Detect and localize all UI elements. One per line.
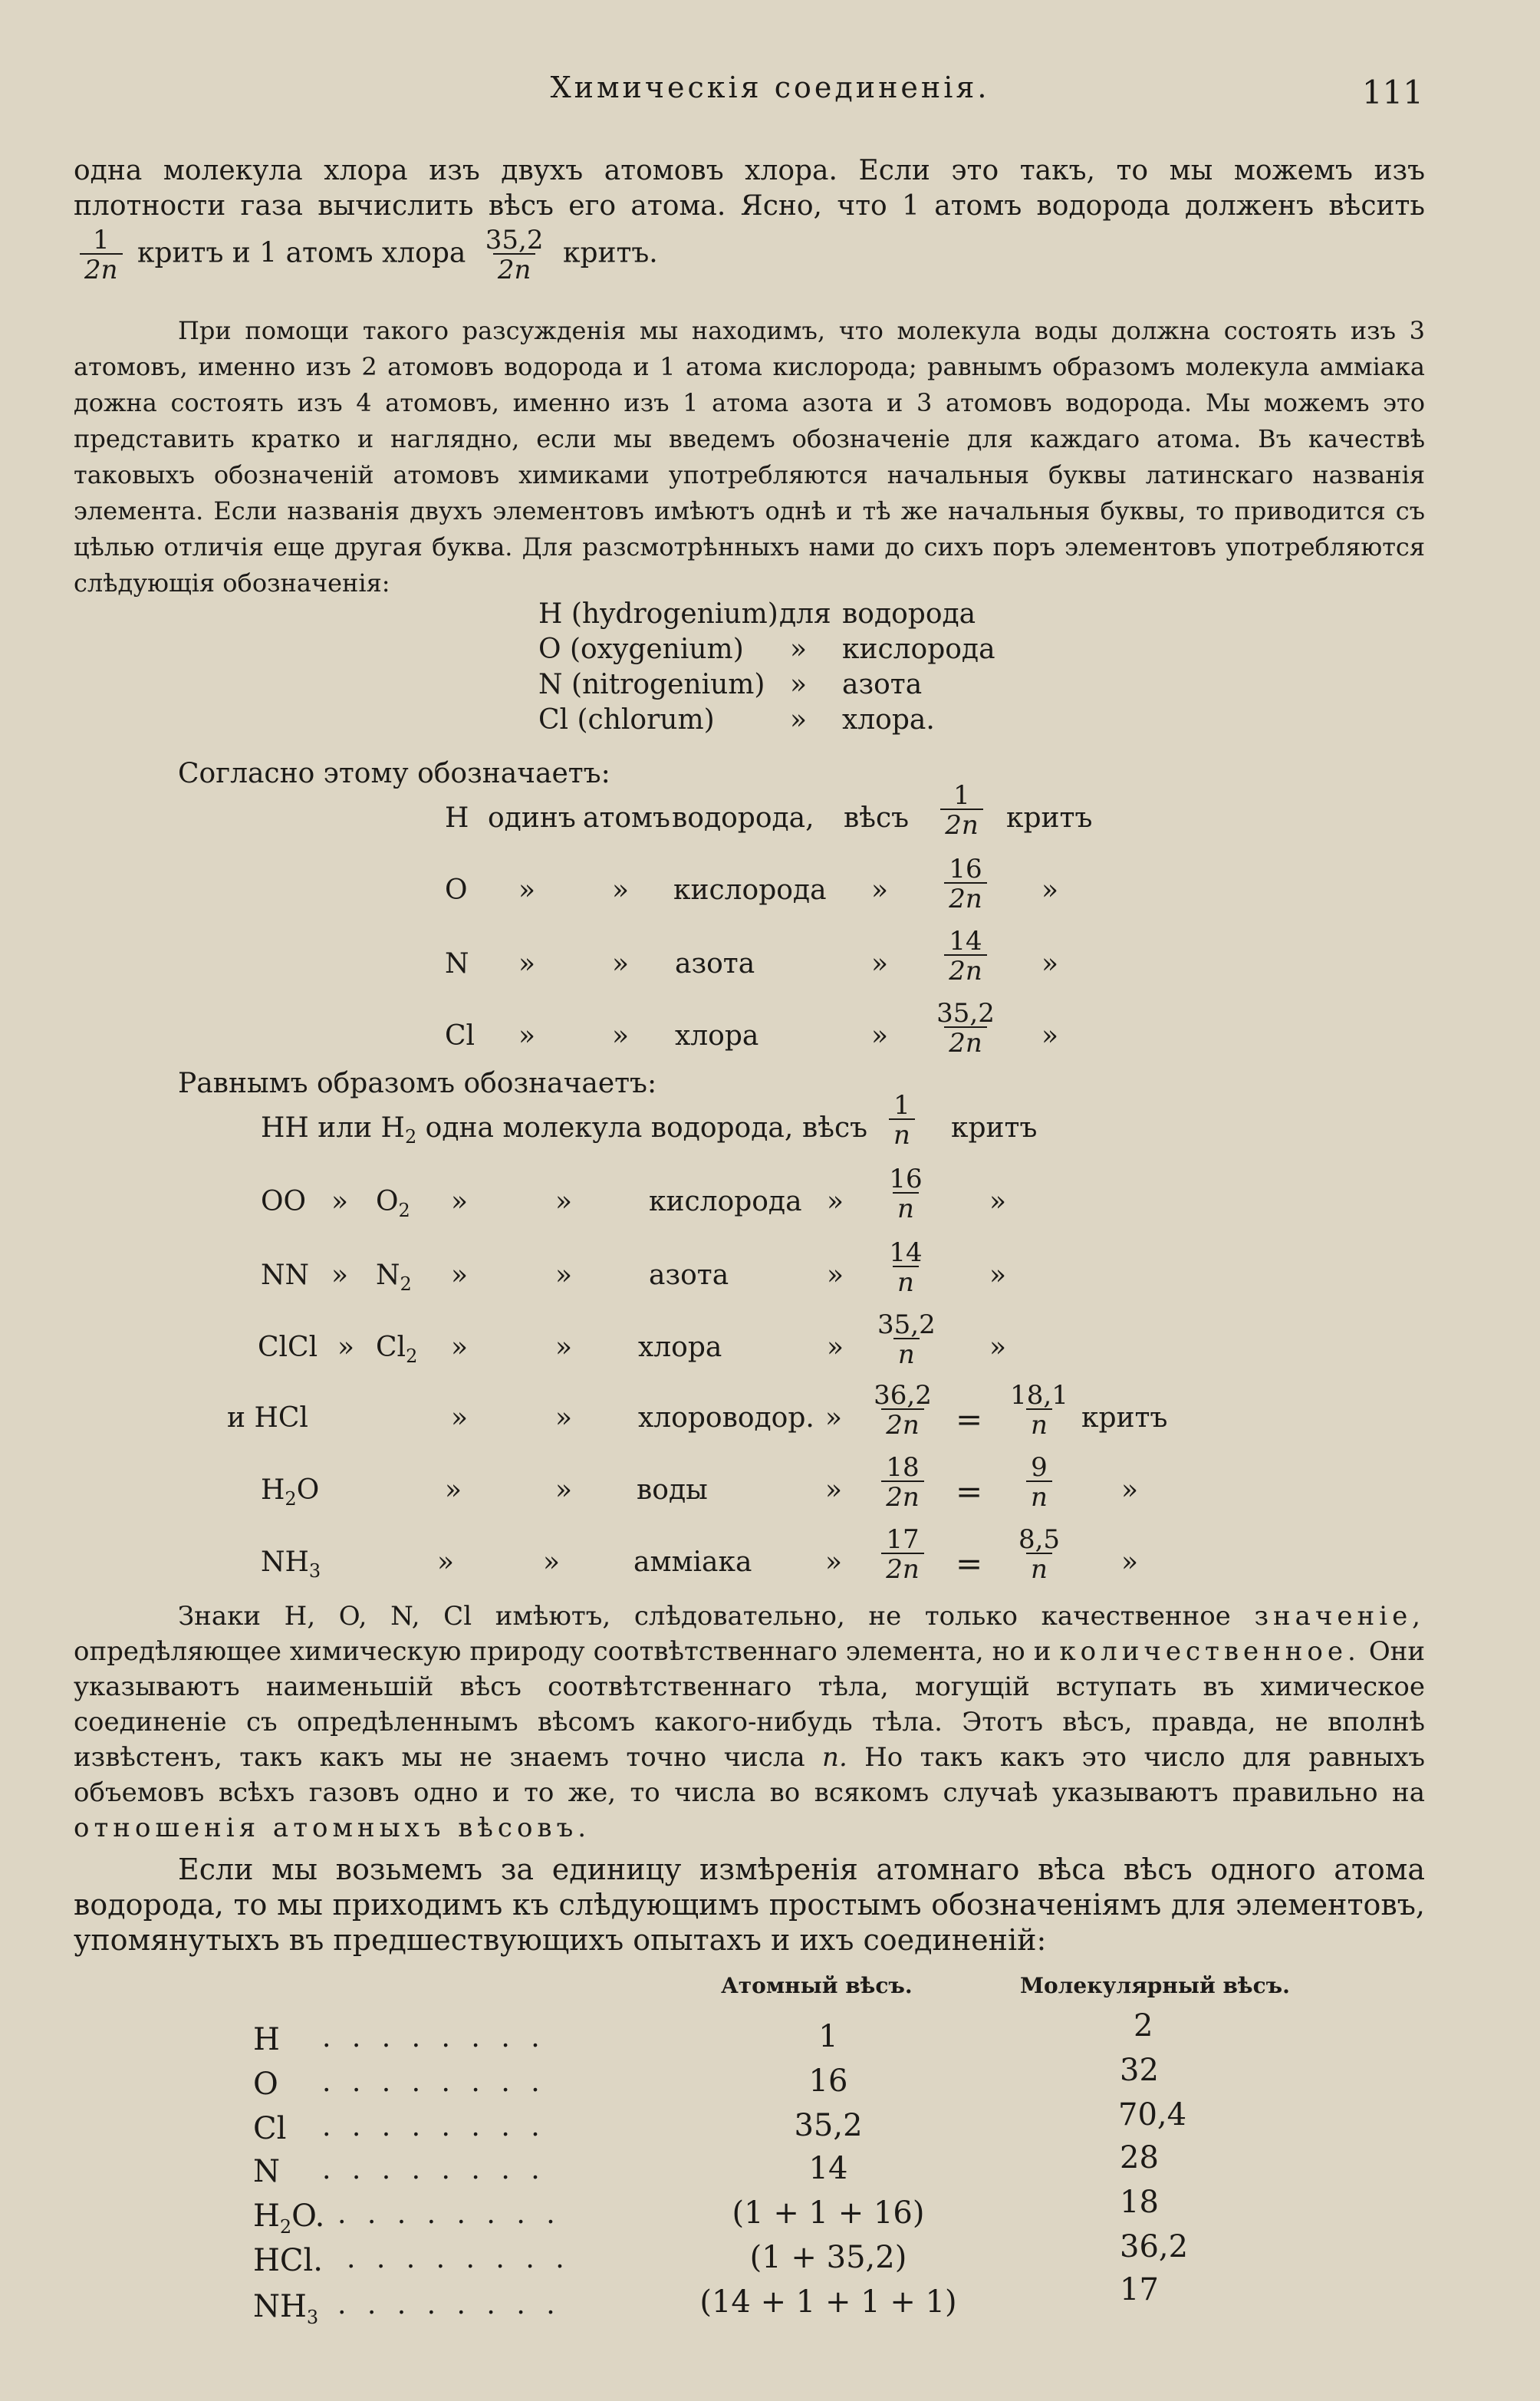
molecular-weight: 17 (1120, 2272, 1159, 2307)
molecule-clcl-d: » (451, 1332, 469, 1363)
molecule-hcl-wt: » (825, 1402, 843, 1434)
formula-symbol: N (376, 1260, 400, 1291)
symbol-n-name: азота (842, 669, 923, 700)
leader-dots: . . . . . . . . (322, 2022, 546, 2054)
molecule-hh-desc: одна молекула водорода, (425, 1112, 794, 1144)
atomic-weight: 1 (818, 2019, 838, 2054)
p3-spaced-3: отношенія атомныхъ вѣсовъ. (74, 1813, 591, 1843)
paragraph-1 (74, 153, 1425, 283)
atom-h-fraction (923, 780, 1000, 841)
col-atomic-header: Атомный вѣсъ. (721, 1973, 913, 1998)
atom-n-wt: » (871, 948, 889, 980)
molecule-nn-fraction (871, 1237, 940, 1298)
molecule-nh3-wt: » (825, 1546, 843, 1578)
molecular-weight: 70,4 (1118, 2097, 1187, 2133)
molecule-hcl-eq: = (956, 1401, 983, 1438)
molecule-oo-unit: » (989, 1186, 1007, 1217)
subscript: 2 (398, 1200, 410, 1222)
molecule-oo-fraction (871, 1166, 940, 1222)
formula-symbol: O (376, 1186, 399, 1217)
fraction-numerator: 14 (889, 1237, 923, 1268)
subscript: 3 (306, 2307, 319, 2328)
subscript: 2 (400, 1273, 412, 1296)
symbol-h-mark: для (779, 598, 831, 630)
p3-part-b: опредѣляющее химическую природу соотвѣтственнаго элемента, но и (74, 1636, 1051, 1667)
symbol-h: H (hydrogenium) (538, 598, 778, 630)
molecule-nh3-unit: » (1121, 1546, 1139, 1578)
formula-symbol: H (261, 1474, 285, 1506)
fraction-denominator: n (893, 1192, 919, 1222)
fraction-numerator: 1 (953, 780, 970, 811)
paragraph-4 (74, 1852, 1425, 1958)
fraction-numerator: 35,2 (936, 998, 995, 1029)
fraction-numerator: 36,2 (874, 1380, 932, 1411)
symbol-h-name: водорода (842, 598, 976, 630)
symbol-o: O (oxygenium) (538, 634, 744, 665)
atom-cl-fraction (923, 998, 1008, 1059)
formula-symbol: HCl. (253, 2243, 323, 2278)
fraction-numerator: 35,2 (877, 1309, 936, 1340)
atomic-weight: (1 + 1 + 16) (732, 2195, 925, 2231)
molecules-intro: Равнымъ образомъ обозначаетъ: (178, 1068, 657, 1099)
leader-dots: . . . . . . . . (322, 2154, 546, 2185)
molecule-h2o-formula (261, 1474, 319, 1510)
atoms-intro: Согласно этому обозначаетъ: (178, 758, 610, 789)
atom-h-name: водорода, (672, 802, 814, 834)
subscript: 2 (279, 2216, 292, 2238)
atomic-weight: (1 + 35,2) (749, 2240, 907, 2275)
molecule-hh-fraction (871, 1090, 933, 1151)
molecule-hh (261, 1112, 793, 1148)
atomic-weight: 35,2 (794, 2108, 863, 2143)
fraction-denominator: n (893, 1338, 920, 1368)
molecule-nn-d: » (451, 1260, 469, 1291)
fraction-denominator: 2n (881, 1553, 924, 1583)
fraction-denominator: n (1026, 1480, 1052, 1510)
molecule-nh3-d: » (437, 1546, 455, 1578)
fraction-numerator: 9 (1031, 1452, 1048, 1483)
molecule-h2o-unit: » (1121, 1474, 1139, 1506)
fraction-numerator: 17 (886, 1524, 920, 1555)
formula-tail: O. (291, 2198, 325, 2234)
fraction-denominator: 2n (944, 882, 987, 912)
molecule-h2o-eq: = (956, 1473, 983, 1510)
molecule-clcl-name: хлора (638, 1332, 722, 1363)
molecule-hh-text: HH или H (261, 1112, 405, 1144)
molecule-nn-e: » (555, 1260, 573, 1291)
row-symbol (253, 2067, 278, 2106)
symbol-cl-name: хлора. (842, 704, 935, 736)
running-header-title: Химическія соединенія. (550, 71, 990, 104)
subscript: 2 (285, 1488, 297, 1510)
molecular-weight: 2 (1134, 2008, 1153, 2044)
atom-n-unit: » (1041, 948, 1059, 980)
fraction-35-2-2n (481, 227, 548, 283)
molecule-oo-name: кислорода (649, 1186, 802, 1217)
paragraph-2 (74, 313, 1425, 601)
p3-part-d: Но такъ какъ это число для равныхъ объемовъ всѣхъ газовъ одно и то же, то числа во всякомъ случаѣ указываютъ правильно на (74, 1742, 1426, 1808)
atom-o-wt: » (871, 874, 889, 906)
molecule-nh3-e: » (543, 1546, 561, 1578)
atom-o-name: кислорода (673, 874, 827, 906)
molecule-clcl-unit: » (989, 1332, 1007, 1363)
formula-symbol: NH (261, 1546, 309, 1578)
molecule-h2o-d: » (445, 1474, 462, 1506)
fraction-numerator: 1 (893, 1090, 910, 1121)
molecule-oo-d: » (451, 1186, 469, 1217)
p3-part-c: Они указываютъ наименьшій вѣсъ соотвѣтственнаго тѣла, могущій вступать въ химическое соединеніе съ опредѣленнымъ вѣсомъ какого-нибудь тѣла. Этотъ вѣсъ, правда, не вполнѣ извѣстенъ, такъ какъ мы не знаемъ точно числа (74, 1636, 1426, 1773)
atom-h-unit: критъ (1006, 802, 1093, 834)
fraction-denominator: 2n (881, 1480, 924, 1510)
atom-h-d1: одинъ (488, 802, 576, 834)
molecule-oo-formula (376, 1186, 410, 1221)
molecular-weight: 32 (1120, 2053, 1159, 2088)
fraction-denominator: 2n (80, 253, 123, 283)
formula-symbol: O (296, 1474, 320, 1506)
molecule-hcl-fraction (860, 1380, 945, 1441)
molecule-h2o-name: воды (637, 1474, 708, 1506)
molecule-oo-a: OO (261, 1186, 307, 1217)
symbol-o-name: кислорода (842, 634, 995, 665)
molecule-oo-wt: » (827, 1186, 844, 1217)
fraction-numerator: 16 (949, 854, 982, 884)
atom-o-d2: » (612, 874, 630, 906)
fraction-denominator: 2n (940, 809, 983, 838)
atom-cl-wt: » (871, 1020, 889, 1052)
molecule-nh3-formula (261, 1546, 321, 1582)
molecule-hcl-unit: критъ (1081, 1402, 1168, 1434)
molecule-nn-a: NN (261, 1260, 309, 1291)
p1-line-1: одна молекула хлора изъ двухъ атомовъ хлора. Если это такъ, то мы можемъ изъ (74, 155, 1425, 186)
p1-line-2: плотности газа вычислить вѣсъ его атома. Ясно, что 1 атомъ водорода долженъ вѣсить (74, 190, 1425, 222)
p1-line-3-mid: критъ и 1 атомъ хлора (137, 237, 466, 269)
fraction-numerator: 18,1 (1010, 1380, 1068, 1411)
atom-cl-name: хлора (675, 1020, 759, 1052)
molecule-hcl-fraction-2 (997, 1380, 1081, 1441)
row-symbol (253, 2154, 280, 2193)
molecule-clcl-a: ClCl (258, 1332, 318, 1363)
row-symbol (253, 2198, 324, 2238)
p3-spaced-2: количественное. (1059, 1636, 1361, 1667)
p4-text: Если мы возьмемъ за единицу измѣренія атомнаго вѣса вѣсъ одного атома водорода, то мы приходимъ къ слѣдующимъ простымъ обозначеніямъ для элементовъ, упомянутыхъ въ предшествующихъ опытахъ и ихъ соединеній: (74, 1853, 1425, 1957)
formula-symbol: N (253, 2154, 280, 2189)
molecule-clcl-formula (376, 1332, 417, 1367)
molecule-clcl-fraction (867, 1309, 943, 1370)
molecule-hcl-e: » (555, 1402, 573, 1434)
molecule-hcl-d: » (451, 1402, 469, 1434)
p3-italic-n: n. (822, 1742, 847, 1773)
atom-n-d2: » (612, 948, 630, 980)
atomic-weight: 14 (808, 2151, 848, 2186)
paragraph-3 (74, 1599, 1425, 1846)
formula-symbol: H (253, 2198, 280, 2234)
symbol-n-mark: » (790, 669, 808, 700)
p2-text: При помощи такого разсужденія мы находимъ, что молекула воды должна состоять изъ 3 атомовъ, именно изъ 2 атомовъ водорода и 1 атома кислорода; равнымъ образомъ молекула амміака дожна состоять изъ 4 атомовъ, именно изъ 1 атома азота и 3 атомовъ водорода. Мы можемъ это представить кратко и наглядно, если мы введемъ обозначеніе для каждаго атома. Въ качествѣ таковыхъ обозначеній атомовъ химиками употребляются начальныя буквы латинскаго названія элемента. Если названія двухъ элементовъ имѣютъ однѣ и тѣ же начальныя буквы, то приводится съ цѣлью отличія еще другая буква. Для разсмотрѣнныхъ нами до сихъ поръ элементовъ употребляются слѣдующія обозначенія: (74, 316, 1425, 598)
atom-n-fraction (923, 928, 1008, 984)
atom-o-d1: » (518, 874, 536, 906)
row-symbol (253, 2289, 318, 2328)
atom-n-name: азота (675, 948, 755, 980)
molecular-weight: 28 (1120, 2140, 1159, 2175)
fraction-denominator: n (893, 1266, 919, 1296)
molecule-hh-unit: критъ (951, 1112, 1038, 1144)
formula-symbol: Cl (376, 1332, 406, 1363)
row-symbol (253, 2111, 286, 2150)
fraction-numerator: 16 (889, 1164, 923, 1194)
leader-dots: . . . . . . . . (347, 2243, 571, 2274)
atom-o-fraction (923, 856, 1008, 912)
p1-line-3-end: критъ. (562, 237, 658, 269)
atom-h-wt: вѣсъ (844, 802, 910, 834)
fraction-numerator: 18 (886, 1452, 920, 1483)
molecular-weight: 36,2 (1120, 2229, 1189, 2264)
molecule-hcl-a: и HCl (227, 1402, 308, 1434)
fraction-denominator: n (1026, 1408, 1052, 1438)
fraction-numerator: 35,2 (485, 225, 544, 255)
atom-cl-d2: » (612, 1020, 630, 1052)
fraction-numerator: 14 (949, 926, 982, 957)
molecule-nh3-name: амміака (633, 1546, 752, 1578)
fraction-1-2n (80, 227, 123, 283)
formula-symbol: O (253, 2067, 278, 2102)
molecule-hh-wt: вѣсъ (802, 1112, 868, 1144)
molecule-h2o-fraction (860, 1452, 945, 1513)
molecule-oo-e: » (555, 1186, 573, 1217)
molecule-nh3-eq: = (956, 1545, 983, 1583)
molecule-h2o-wt: » (825, 1474, 843, 1506)
atom-cl-unit: » (1041, 1020, 1059, 1052)
atom-h-d2: атомъ (583, 802, 670, 834)
subscript: 2 (406, 1345, 418, 1368)
molecule-hcl-name: хлороводор. (638, 1402, 814, 1434)
atomic-weight: (14 + 1 + 1 + 1) (699, 2284, 957, 2320)
atom-o-unit: » (1041, 874, 1059, 906)
symbol-cl: Cl (chlorum) (538, 704, 715, 736)
formula-symbol: H (253, 2022, 280, 2057)
p3-part-a: Знаки H, O, N, Cl имѣютъ, слѣдовательно, не только качественное (178, 1601, 1231, 1632)
fraction-denominator: n (889, 1118, 915, 1148)
fraction-denominator: 2n (493, 253, 536, 283)
fraction-numerator: 1 (92, 225, 110, 255)
symbol-n: N (nitrogenium) (538, 669, 765, 700)
symbol-o-mark: » (790, 634, 808, 665)
row-symbol (253, 2243, 323, 2282)
leader-dots: . . . . . . . . (337, 2198, 561, 2230)
molecule-nn-name: азота (649, 1260, 729, 1291)
atomic-weight: 16 (808, 2063, 848, 2099)
molecule-nn-unit: » (989, 1260, 1007, 1291)
p3-spaced-1: значеніе, (1254, 1601, 1425, 1632)
fraction-denominator: n (1026, 1553, 1052, 1583)
molecular-weight: 18 (1120, 2185, 1159, 2220)
atom-cl-d1: » (518, 1020, 536, 1052)
row-symbol (253, 2022, 280, 2061)
atom-n-d1: » (518, 948, 536, 980)
leader-dots: . . . . . . . . (322, 2067, 546, 2098)
fraction-denominator: 2n (944, 1026, 987, 1056)
leader-dots: . . . . . . . . (337, 2289, 561, 2320)
atom-o-symbol: O (445, 874, 468, 906)
molecule-clcl-b: » (337, 1332, 355, 1363)
subscript: 3 (308, 1560, 321, 1583)
molecule-h2o-fraction-2 (997, 1452, 1081, 1513)
molecule-h2o-e: » (555, 1474, 573, 1506)
subscript: 2 (404, 1126, 417, 1148)
symbol-cl-mark: » (790, 704, 808, 736)
fraction-numerator: 8,5 (1018, 1524, 1061, 1555)
molecule-nh3-fraction-2 (997, 1524, 1081, 1585)
molecule-clcl-wt: » (827, 1332, 844, 1363)
atom-h-symbol: H (445, 802, 469, 834)
atom-cl-symbol: Cl (445, 1020, 475, 1052)
fraction-denominator: 2n (944, 954, 987, 984)
atom-n-symbol: N (445, 948, 469, 980)
page-number: 111 (1361, 74, 1423, 111)
molecule-nn-wt: » (827, 1260, 844, 1291)
molecule-nh3-fraction (860, 1524, 945, 1585)
molecule-oo-b: » (331, 1186, 349, 1217)
leader-dots: . . . . . . . . (322, 2111, 546, 2142)
molecule-clcl-e: » (555, 1332, 573, 1363)
fraction-denominator: 2n (881, 1408, 924, 1438)
molecule-nn-b: » (331, 1260, 349, 1291)
formula-symbol: NH (253, 2289, 307, 2324)
p3-text (74, 1599, 1425, 1846)
formula-symbol: Cl (253, 2111, 287, 2146)
col-molecular-header: Молекулярный вѣсъ. (1020, 1973, 1290, 1998)
molecule-nn-formula (376, 1260, 412, 1295)
